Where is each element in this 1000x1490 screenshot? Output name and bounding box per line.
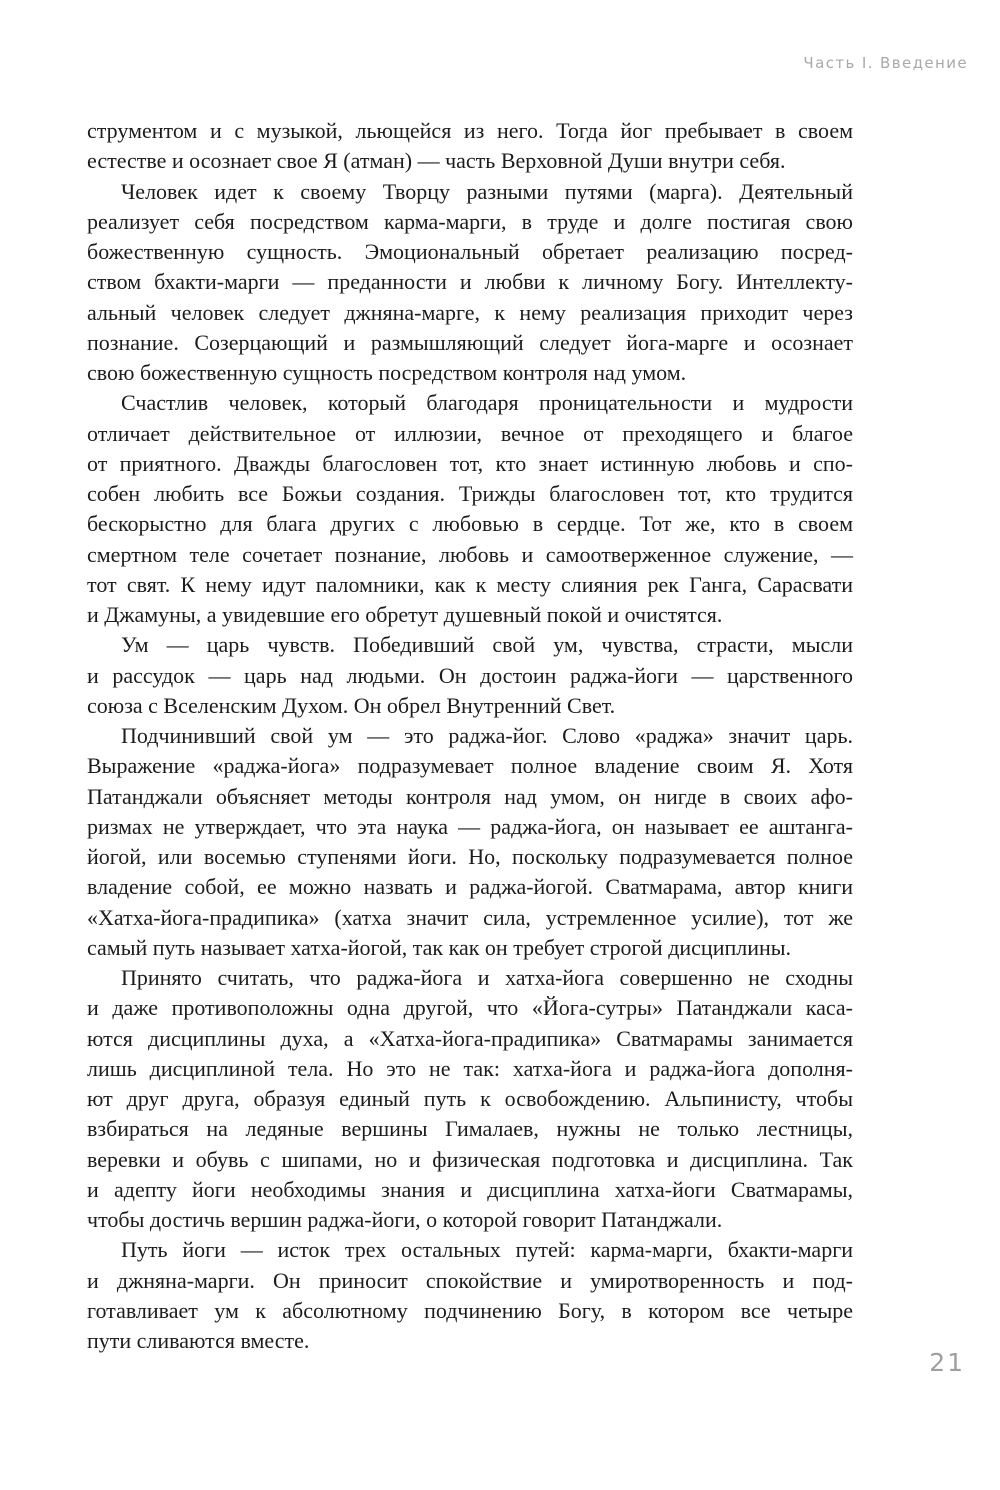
paragraph-7 xyxy=(87,1235,853,1356)
text-line: тот свят. К нему идут паломники, как к месту слияния рек Ганга, Сарасвати xyxy=(87,571,853,597)
page-number: 21 xyxy=(929,1348,965,1377)
text-line: йогой, или восемью ступенями йоги. Но, поскольку подразумевается полное xyxy=(87,844,853,869)
text-line: лишь дисциплиной тела. Но это не так: хатха-йога и раджа-йога дополня- xyxy=(87,1055,853,1081)
text-line: пути сливаются вместе. xyxy=(87,1328,310,1353)
text-line: от приятного. Дважды благословен тот, кто знает истинную любовь и спо- xyxy=(87,450,853,476)
running-header: Часть I. Введение xyxy=(803,54,968,72)
text-line: собен любить все Божьи создания. Трижды благословен тот, кто трудится xyxy=(87,481,853,506)
text-line: Патанджали объясняет методы контроля над умом, он нигде в своих афо- xyxy=(87,783,853,809)
text-line: бескорыстно для блага других с любовью в сердце. Тот же, кто в своем xyxy=(87,511,853,537)
text-line: Выражение «раджа-йога» подразумевает полное владение своим Я. Хотя xyxy=(87,753,853,779)
paragraph-3 xyxy=(87,388,853,630)
text-line: и джняна-марги. Он приносит спокойствие и умиротворенность и под- xyxy=(87,1267,853,1293)
text-line: Принято считать, что раджа-йога и хатха-йога совершенно не сходны xyxy=(121,965,853,990)
text-line: и адепту йоги необходимы знания и дисциплина хатха-йоги Сватмарамы, xyxy=(87,1176,853,1202)
text-line: союза с Вселенским Духом. Он обрел Внутренний Свет. xyxy=(87,692,616,718)
text-line: отличает действительное от иллюзии, вечное от преходящего и благое xyxy=(87,420,853,446)
text-line: божественную сущность. Эмоциональный обретает реализацию посред- xyxy=(87,239,853,264)
text-line: реализует себя посредством карма-марги, в труде и долге постигая свою xyxy=(87,208,853,234)
text-line: ют друг друга, образуя единый путь к освобождению. Альпинисту, чтобы xyxy=(87,1086,853,1111)
text-line: познание. Созерцающий и размышляющий следует йога-марге и осознает xyxy=(87,329,853,355)
text-line: и даже противоположны одна другой, что «Йога-сутры» Патанджали каса- xyxy=(87,995,853,1021)
paragraph-6 xyxy=(87,963,853,1235)
text-line: Ум — царь чувств. Победивший свой ум, чувства, страсти, мысли xyxy=(121,632,853,658)
paragraph-1 xyxy=(87,116,853,177)
text-line: самый путь называет хатха-йогой, так как он требует строгой дисциплины. xyxy=(87,934,792,960)
text-line: ством бхакти-марги — преданности и любви к личному Богу. Интеллекту- xyxy=(87,269,853,295)
text-line: чтобы достичь вершин раджа-йоги, о которой говорит Патанджали. xyxy=(87,1207,723,1232)
text-line: альный человек следует джняна-марге, к нему реализация приходит через xyxy=(87,299,853,325)
text-line: веревки и обувь с шипами, но и физическая подготовка и дисциплина. Так xyxy=(87,1146,853,1172)
text-line: свою божественную сущность посредством контроля над умом. xyxy=(87,360,687,385)
paragraph-4 xyxy=(87,630,853,721)
text-line: Путь йоги — исток трех остальных путей: карма-марги, бхакти-марги xyxy=(121,1237,853,1263)
text-line: и рассудок — царь над людьми. Он достоин раджа-йоги — царственного xyxy=(87,662,853,688)
text-line: Подчинивший свой ум — это раджа-йог. Слово «раджа» значит царь. xyxy=(121,723,853,748)
paragraph-5 xyxy=(87,721,853,963)
text-line: Человек идет к своему Творцу разными путями (марга). Деятельный xyxy=(121,178,853,204)
text-line: взбираться на ледяные вершины Гималаев, нужны не только лестницы, xyxy=(87,1116,853,1142)
paragraph-2 xyxy=(87,177,853,389)
text-line: ются дисциплины духа, а «Хатха-йога-прадипика» Сватмарамы занимается xyxy=(87,1025,853,1051)
text-line: готавливает ум к абсолютному подчинению Богу, в котором все четыре xyxy=(87,1297,853,1323)
body-text xyxy=(87,116,853,1356)
text-line: «Хатха-йога-прадипика» (хатха значит сила, устремленное усилие), тот же xyxy=(87,904,853,930)
text-line: и Джамуны, а увидевшие его обретут душевный покой и очистятся. xyxy=(87,602,723,627)
text-line: владение собой, ее можно назвать и раджа-йогой. Сватмарама, автор книги xyxy=(87,874,853,900)
text-line: Счастлив человек, который благодаря проницательности и мудрости xyxy=(121,390,853,416)
text-line: ризмах не утверждает, что эта наука — раджа-йога, он называет ее аштанга- xyxy=(87,813,853,839)
text-line: естестве и осознает свое Я (атман) — часть Верховной Души внутри себя. xyxy=(87,148,786,174)
text-line: струментом и с музыкой, льющейся из него. Тогда йог пребывает в своем xyxy=(87,118,853,143)
text-line: смертном теле сочетает познание, любовь и самоотверженное служение, — xyxy=(87,541,853,567)
